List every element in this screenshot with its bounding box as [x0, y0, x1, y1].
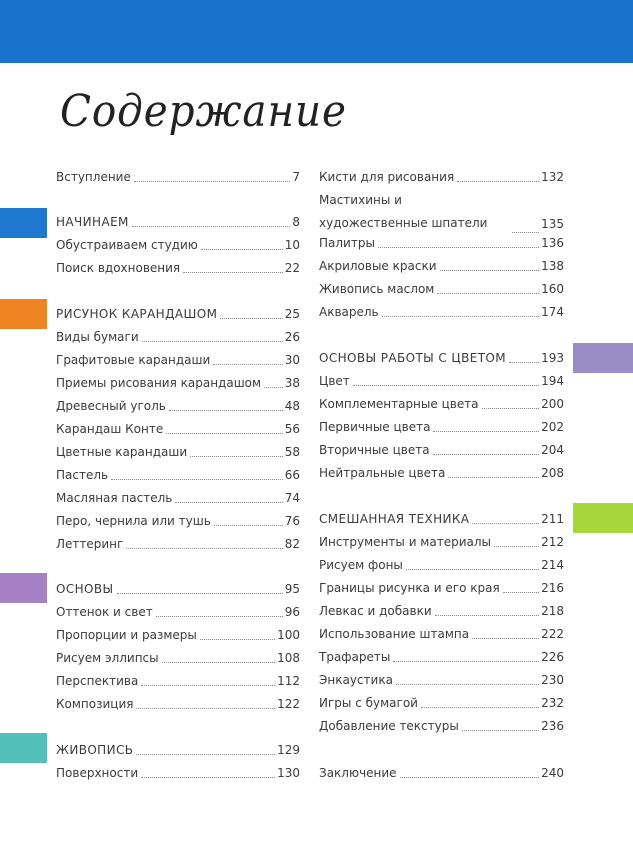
toc-entry-page: 200: [541, 397, 564, 411]
toc-entry[interactable]: [319, 466, 564, 480]
toc-entry-label: Пропорции и размеры: [56, 628, 197, 642]
toc-entry[interactable]: [56, 514, 300, 528]
toc-entry[interactable]: [56, 468, 300, 482]
toc-entry-page: 30: [284, 353, 300, 367]
section-tab-pencil: [0, 299, 47, 329]
toc-section-heading[interactable]: [319, 351, 564, 365]
toc-entry-label: Кисти для рисования: [319, 170, 455, 184]
toc-section-heading[interactable]: [56, 743, 300, 757]
page-title: Содержание: [60, 86, 347, 137]
dot-leader: [156, 606, 283, 617]
dot-leader: [400, 767, 540, 778]
toc-entry-page: 26: [284, 330, 300, 344]
dot-leader: [503, 582, 539, 593]
dot-leader: [509, 352, 539, 363]
toc-column-left: [56, 0, 300, 855]
dot-leader: [406, 559, 539, 570]
toc-entry-page: 22: [284, 261, 300, 275]
dot-leader: [494, 536, 539, 547]
dot-leader: [142, 331, 283, 342]
toc-entry-label: Композиция: [56, 697, 134, 711]
toc-entry[interactable]: [319, 305, 564, 319]
toc-entry-label: Вторичные цвета: [319, 443, 430, 457]
toc-section-heading[interactable]: [56, 582, 300, 596]
toc-entry[interactable]: [56, 537, 300, 551]
toc-entry-label: Мастихины и художественные шпатели: [319, 193, 488, 230]
toc-entry-label: Нейтральные цвета: [319, 466, 446, 480]
toc-entry-page: 130: [277, 766, 300, 780]
toc-entry-label: Перспектива: [56, 674, 139, 688]
toc-entry[interactable]: [56, 170, 300, 184]
toc-entry-label: Поиск вдохновения: [56, 261, 181, 275]
toc-entry[interactable]: [319, 282, 564, 296]
toc-entry-page: 95: [284, 582, 300, 596]
toc-entry-label: Вступление: [56, 170, 131, 184]
toc-entry-page: 135: [541, 217, 564, 231]
toc-entry-page: 214: [541, 558, 564, 572]
toc-entry-label: ЖИВОПИСЬ: [56, 743, 134, 757]
toc-entry-label: Обустраиваем студию: [56, 238, 198, 252]
toc-entry-label: НАЧИНАЕМ: [56, 215, 129, 229]
toc-entry-page: 58: [284, 445, 300, 459]
toc-entry-label: Игры с бумагой: [319, 696, 418, 710]
toc-entry-page: 216: [541, 581, 564, 595]
toc-entry-page: 108: [277, 651, 300, 665]
toc-entry-label: Трафареты: [319, 650, 391, 664]
dot-leader: [482, 398, 540, 409]
toc-entry-label: Левкас и добавки: [319, 604, 432, 618]
toc-entry-page: 232: [541, 696, 564, 710]
dot-leader: [433, 444, 540, 455]
toc-entry-page: 10: [284, 238, 300, 252]
toc-entry-label: Пастель: [56, 468, 109, 482]
dot-leader: [162, 652, 275, 663]
toc-column-right: [319, 0, 564, 855]
toc-entry[interactable]: [319, 236, 564, 250]
toc-entry-label: Рисуем фоны: [319, 558, 403, 572]
toc-entry-page: 8: [292, 215, 300, 229]
dot-leader: [396, 674, 539, 685]
dot-leader: [472, 513, 539, 524]
toc-entry[interactable]: [56, 651, 300, 665]
dot-leader: [136, 698, 275, 709]
toc-entry[interactable]: [319, 604, 564, 618]
toc-entry-page: 136: [541, 236, 564, 250]
toc-entry-page: 38: [284, 376, 300, 390]
dot-leader: [201, 239, 283, 250]
toc-entry[interactable]: [319, 397, 564, 411]
toc-entry[interactable]: [319, 673, 564, 687]
toc-entry[interactable]: [319, 374, 564, 388]
toc-entry-page: 212: [541, 535, 564, 549]
dot-leader: [393, 651, 539, 662]
toc-entry-label: Масляная пастель: [56, 491, 173, 505]
section-tab-mixed-media: [573, 503, 633, 533]
toc-entry-page: 138: [541, 259, 564, 273]
toc-entry-page: 132: [541, 170, 564, 184]
toc-entry-page: 174: [541, 305, 564, 319]
toc-entry[interactable]: [56, 491, 300, 505]
dot-leader: [378, 237, 539, 248]
toc-entry[interactable]: [319, 650, 564, 664]
toc-entry-page: 74: [284, 491, 300, 505]
dot-leader: [141, 675, 275, 686]
toc-entry-page: 112: [277, 674, 300, 688]
toc-entry-page: 204: [541, 443, 564, 457]
toc-entry-label: Леттеринг: [56, 537, 124, 551]
toc-entry-page: 122: [277, 697, 300, 711]
toc-entry-label: Виды бумаги: [56, 330, 139, 344]
dot-leader: [190, 446, 283, 457]
toc-entry[interactable]: [319, 170, 564, 184]
toc-entry-label: Цвет: [319, 374, 350, 388]
toc-entry-label: Палитры: [319, 236, 375, 250]
dot-leader: [166, 423, 283, 434]
toc-entry-page: 66: [284, 468, 300, 482]
dot-leader: [134, 171, 291, 182]
toc-entry[interactable]: [56, 330, 300, 344]
section-tab-color: [573, 343, 633, 373]
toc-entry-label: Границы рисунка и его края: [319, 581, 500, 595]
toc-entry-page: 240: [541, 766, 564, 780]
dot-leader: [462, 720, 539, 731]
toc-entry[interactable]: [56, 238, 300, 252]
toc-entry[interactable]: [319, 535, 564, 549]
toc-entry-page: 25: [284, 307, 300, 321]
toc-entry-page: 211: [541, 512, 564, 526]
toc-entry-label: Живопись маслом: [319, 282, 435, 296]
dot-leader: [117, 583, 283, 594]
toc-entry[interactable]: [319, 443, 564, 457]
toc-entry-label: Заключение: [319, 766, 397, 780]
dot-leader: [264, 377, 283, 388]
toc-entry[interactable]: [319, 766, 564, 780]
toc-entry-label: Приемы рисования карандашом: [56, 376, 262, 390]
dot-leader: [126, 538, 282, 549]
dot-leader: [382, 306, 539, 317]
dot-leader: [437, 283, 539, 294]
toc-entry[interactable]: [56, 445, 300, 459]
dot-leader: [512, 222, 539, 233]
toc-entry[interactable]: [56, 605, 300, 619]
toc-entry-page: 208: [541, 466, 564, 480]
toc-entry-page: 56: [284, 422, 300, 436]
dot-leader: [214, 515, 283, 526]
toc-entry-label: ОСНОВЫ РАБОТЫ С ЦВЕТОМ: [319, 351, 507, 365]
toc-entry-label: Графитовые карандаши: [56, 353, 211, 367]
toc-entry-page: 96: [284, 605, 300, 619]
toc-entry[interactable]: [319, 719, 564, 733]
toc-entry-label: СМЕШАННАЯ ТЕХНИКА: [319, 512, 470, 526]
dot-leader: [457, 171, 539, 182]
toc-entry[interactable]: [56, 697, 300, 711]
dot-leader: [433, 421, 539, 432]
toc-entry[interactable]: [56, 674, 300, 688]
toc-entry[interactable]: [319, 189, 564, 235]
dot-leader: [353, 375, 539, 386]
toc-entry[interactable]: [56, 399, 300, 413]
dot-leader: [132, 216, 291, 227]
toc-entry-label: Перо, чернила или тушь: [56, 514, 211, 528]
toc-entry-label: Поверхности: [56, 766, 139, 780]
toc-entry[interactable]: [56, 422, 300, 436]
toc-section-heading[interactable]: [56, 215, 300, 229]
toc-entry-label: Энкаустика: [319, 673, 393, 687]
toc-entry-label: Первичные цвета: [319, 420, 431, 434]
dot-leader: [200, 629, 275, 640]
toc-entry-page: 236: [541, 719, 564, 733]
toc-entry[interactable]: [56, 628, 300, 642]
toc-entry-label: Рисуем эллипсы: [56, 651, 159, 665]
toc-entry-page: 160: [541, 282, 564, 296]
section-tab-basics: [0, 573, 47, 603]
toc-entry-label: Акриловые краски: [319, 259, 437, 273]
toc-entry-label: Карандаш Конте: [56, 422, 164, 436]
toc-entry-page: 100: [277, 628, 300, 642]
toc-entry-page: 129: [277, 743, 300, 757]
section-tab-beginning: [0, 208, 47, 238]
toc-entry-page: 222: [541, 627, 564, 641]
toc-entry-page: 193: [541, 351, 564, 365]
toc-entry[interactable]: [319, 696, 564, 710]
toc-entry[interactable]: [56, 376, 300, 390]
dot-leader: [175, 492, 282, 503]
toc-entry-page: 76: [284, 514, 300, 528]
toc-entry[interactable]: [319, 627, 564, 641]
dot-leader: [472, 628, 539, 639]
toc-entry-page: 194: [541, 374, 564, 388]
toc-entry-page: 48: [284, 399, 300, 413]
toc-entry-page: 7: [292, 170, 300, 184]
dot-leader: [435, 605, 539, 616]
dot-leader: [141, 767, 275, 778]
toc-entry[interactable]: [56, 261, 300, 275]
toc-entry-label: Древесный уголь: [56, 399, 166, 413]
toc-entry[interactable]: [319, 420, 564, 434]
toc-entry[interactable]: [319, 259, 564, 273]
dot-leader: [136, 744, 275, 755]
dot-leader: [440, 260, 540, 271]
toc-section-heading[interactable]: [319, 512, 564, 526]
dot-leader: [448, 467, 539, 478]
toc-entry-page: 218: [541, 604, 564, 618]
toc-entry-page: 230: [541, 673, 564, 687]
dot-leader: [213, 354, 282, 365]
toc-entry-label: Оттенок и свет: [56, 605, 153, 619]
dot-leader: [111, 469, 283, 480]
toc-entry-page: 226: [541, 650, 564, 664]
toc-entry[interactable]: [319, 581, 564, 595]
toc-entry[interactable]: [56, 766, 300, 780]
toc-entry-label: ОСНОВЫ: [56, 582, 114, 596]
toc-entry[interactable]: [319, 558, 564, 572]
dot-leader: [220, 308, 282, 319]
section-tab-painting: [0, 733, 47, 763]
toc-entry-label: Комплементарные цвета: [319, 397, 479, 411]
toc-entry-label: Акварель: [319, 305, 379, 319]
toc-entry-page: 82: [284, 537, 300, 551]
toc-entry-label: Цветные карандаши: [56, 445, 188, 459]
toc-entry-label: РИСУНОК КАРАНДАШОМ: [56, 307, 218, 321]
dot-leader: [169, 400, 283, 411]
toc-entry-label: Использование штампа: [319, 627, 470, 641]
toc-entry-label: Инструменты и материалы: [319, 535, 491, 549]
toc-entry[interactable]: [56, 353, 300, 367]
dot-leader: [421, 697, 539, 708]
toc-entry-page: 202: [541, 420, 564, 434]
toc-entry-label: Добавление текстуры: [319, 719, 459, 733]
toc-section-heading[interactable]: [56, 307, 300, 321]
dot-leader: [183, 262, 283, 273]
